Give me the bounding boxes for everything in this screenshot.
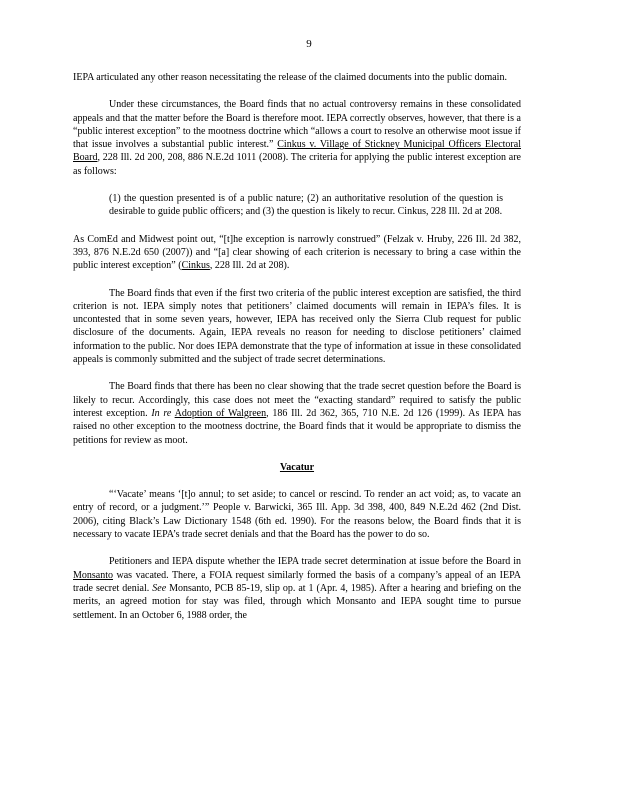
paragraph-5-text-b: , 186 Ill. 2d 362, 365, 710 N.E. 2d 126 (1999). As IEPA has raised no other exception to the mootness doctrine, the Board finds that it would be appropriate to dismiss the petitions for review as moot.: [73, 407, 522, 446]
block-quote: [109, 192, 503, 219]
quote-text-a: (1) the question presented is of a public nature; (2) an authoritative resolution of the question is desirable to guide public officers; and (3) the question is likely to recur.: [109, 193, 503, 218]
paragraph-7-text-c: Monsanto, PCB 85-19, slip op. at 1 (Apr. 4, 1985). After a hearing and briefing on the merits, an agreed motion for stay was filed, through which Monsanto and IEPA sought time to pursue settlement. In an October 6, 1988 order, the: [73, 582, 522, 621]
quote-text-b: , 228 Ill. 2d at 208.: [425, 206, 503, 218]
paragraph-2: [73, 98, 521, 178]
page-number: 9: [306, 38, 312, 50]
quote-case: Cinkus: [397, 206, 426, 218]
paragraph-3-text-b: , 228 Ill. 2d at 208).: [209, 260, 290, 272]
paragraph-7-case: Monsanto: [73, 569, 113, 581]
paragraph-5-text-a: The Board finds that there has been no clear showing that the trade secret question before the Board is likely to recur. Accordingly, this case does not meet the “exacting standard” required to satisfy the public interest exception.: [73, 381, 521, 419]
paragraph-2-text-b: , 228 Ill. 2d 200, 208, 886 N.E.2d 1011 (2008). The criteria for applying the public interest exception are as follows:: [73, 152, 521, 177]
paragraph-7-text-a: Petitioners and IEPA dispute whether the IEPA trade secret determination at issue before the Board in: [109, 556, 521, 568]
case-citation-cinkus: Cinkus v. Village of Stickney Municipal Officers Electoral Board: [73, 139, 521, 164]
paragraph-2-text-a: Under these circumstances, the Board finds that no actual controversy remains in these consolidated appeals and that the matter before the Board is therefore moot. IEPA correctly observes, however, that there is a “public interest exception” to the mootness doctrine which “allows a court to resolve an otherwise moot issue if that issue involves a substantial public interest.”: [73, 99, 521, 151]
paragraph-3: [73, 233, 521, 273]
paragraph-3-text-a: As ComEd and Midwest point out, “[t]he exception is narrowly construed” (Felzak v. Hruby, 226 Ill. 2d 382, 393, 876 N.E.2d 650 (2007)) and “[a] clear showing of each criterion is necessary to bring a case within the public interest exception” (: [73, 233, 521, 272]
paragraph-7-text-b: was vacated. There, a FOIA request similarly formed the basis of a company’s appeal of an IEPA trade secret denial.: [73, 569, 521, 594]
paragraph-7-see: See: [152, 582, 167, 594]
paragraph-5: [73, 380, 521, 446]
paragraph-7: [73, 555, 521, 621]
paragraph-6: “‘Vacate’ means ‘[t]o annul; to set aside; to cancel or rescind. To render an act void; as, to vacate an entry of record, or a judgment.’” People v. Barwicki, 365 Ill. App. 3d 398, 400, 849 N.E.2d 462 (2nd Dist. 2006), citing Black’s Law Dictionary 1548 (6th ed. 1990). For the reasons below, the Board finds that it is necessary to vacate IEPA’s trade secret denials and that the Board has the power to do so.: [73, 489, 521, 541]
paragraph-5-case: Adoption of Walgreen: [174, 407, 267, 419]
section-heading-vacatur: Vacatur: [279, 461, 315, 473]
paragraph-3-case: Cinkus: [181, 260, 210, 272]
paragraph-1: IEPA articulated any other reason necessitating the release of the claimed documents into the public domain.: [73, 72, 507, 83]
paragraph-5-case-prefix: In re: [151, 407, 172, 419]
document-body: [73, 71, 521, 636]
paragraph-4: The Board finds that even if the first two criteria of the public interest exception are satisfied, the third criterion is not. IEPA simply notes that petitioners’ claimed documents will remain in IEPA’s files. It is uncontested that in some seven years, however, IEPA has received only the Sierra Club request for public disclosure of the documents. Again, IEPA reveals no reason for needing to disclose petitioners’ claimed information to the public. Nor does IEPA demonstrate that the type of information at issue in these consolidated appeals is commonly submitted and the subject of trade secret determinations.: [73, 287, 521, 366]
